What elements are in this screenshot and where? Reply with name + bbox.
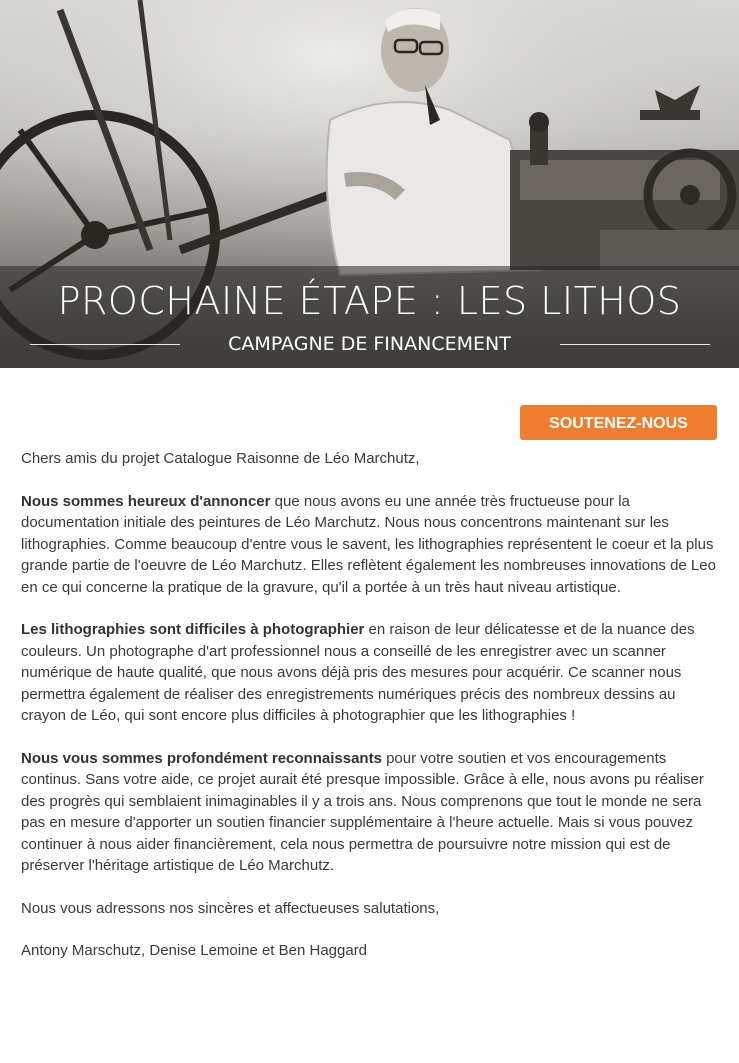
paragraph-3 bbox=[21, 748, 718, 877]
paragraph-3-lead: Nous vous sommes profondément reconnaissants bbox=[21, 749, 382, 767]
signature: Antony Marschutz, Denise Lemoine et Ben Haggard bbox=[21, 942, 368, 959]
closing: Nous vous adressons nos sincères et affectueuses salutations, bbox=[21, 899, 440, 917]
paragraph-2-lead: Les lithographies sont difficiles à photographier bbox=[21, 621, 365, 638]
support-us-button[interactable]: SOUTENEZ-NOUS bbox=[520, 405, 717, 440]
cta-row bbox=[0, 368, 739, 448]
hero-subtitle: CAMPAGNE DE FINANCEMENT bbox=[228, 333, 511, 355]
hero-title: PROCHAINE ÉTAPE : LES LITHOS bbox=[57, 279, 682, 323]
paragraph-2-text: en raison de leur délicatesse et de la nuance des couleurs. Un photographe d'art professionnel nous a conseillé de les enregistrer avec un scanner numérique de haute qualité, que nous avons déjà pris des mesures pour acquérir. Ce scanner nous permettra également de réaliser des enregistrements numériques précis des nombreux dessins au crayon de Léo, qui sont encore plus difficiles à photographier que les lithographies ! bbox=[21, 621, 695, 724]
hero-subtitle-row bbox=[0, 331, 739, 357]
paragraph-3-text: pour votre soutien et vos encouragements continus. Sans votre aide, ce projet aurait été presque impossible. Grâce à elle, nous avons pu réaliser des progrès qui semblaient inimaginables il y a trois ans. Nous comprenons que tout le monde ne sera pas en mesure d'apporter un soutien financier supplémentaire à l'heure actuelle. Mais si vous pouvez continuer à nous aider financièrement, cela nous permettra de poursuivre notre mission qui est de préserver l'héritage artistique de Léo Marchutz. bbox=[21, 749, 704, 874]
hero-banner bbox=[0, 0, 739, 368]
paragraph-1 bbox=[21, 491, 718, 599]
paragraph-2 bbox=[21, 619, 718, 727]
greeting: Chers amis du projet Catalogue Raisonne de Léo Marchutz, bbox=[21, 450, 420, 467]
paragraph-1-text: que nous avons eu une année très fructueuse pour la documentation initiale des peintures de Léo Marchutz. Nous nous concentrons maintenant sur les lithographies. Comme beaucoup d'entre vous le savent, les lithographies représentent le coeur et la plus grande partie de l'oeuvre de Léo Marchutz. Elles reflètent également les nombreuses innovations de Leo en ce qui concerne la pratique de la gravure, qu'il a portée à un très haut niveau artistique. bbox=[21, 492, 716, 596]
paragraph-1-lead: Nous sommes heureux d'annoncer bbox=[21, 492, 271, 510]
letter-body bbox=[0, 448, 739, 962]
